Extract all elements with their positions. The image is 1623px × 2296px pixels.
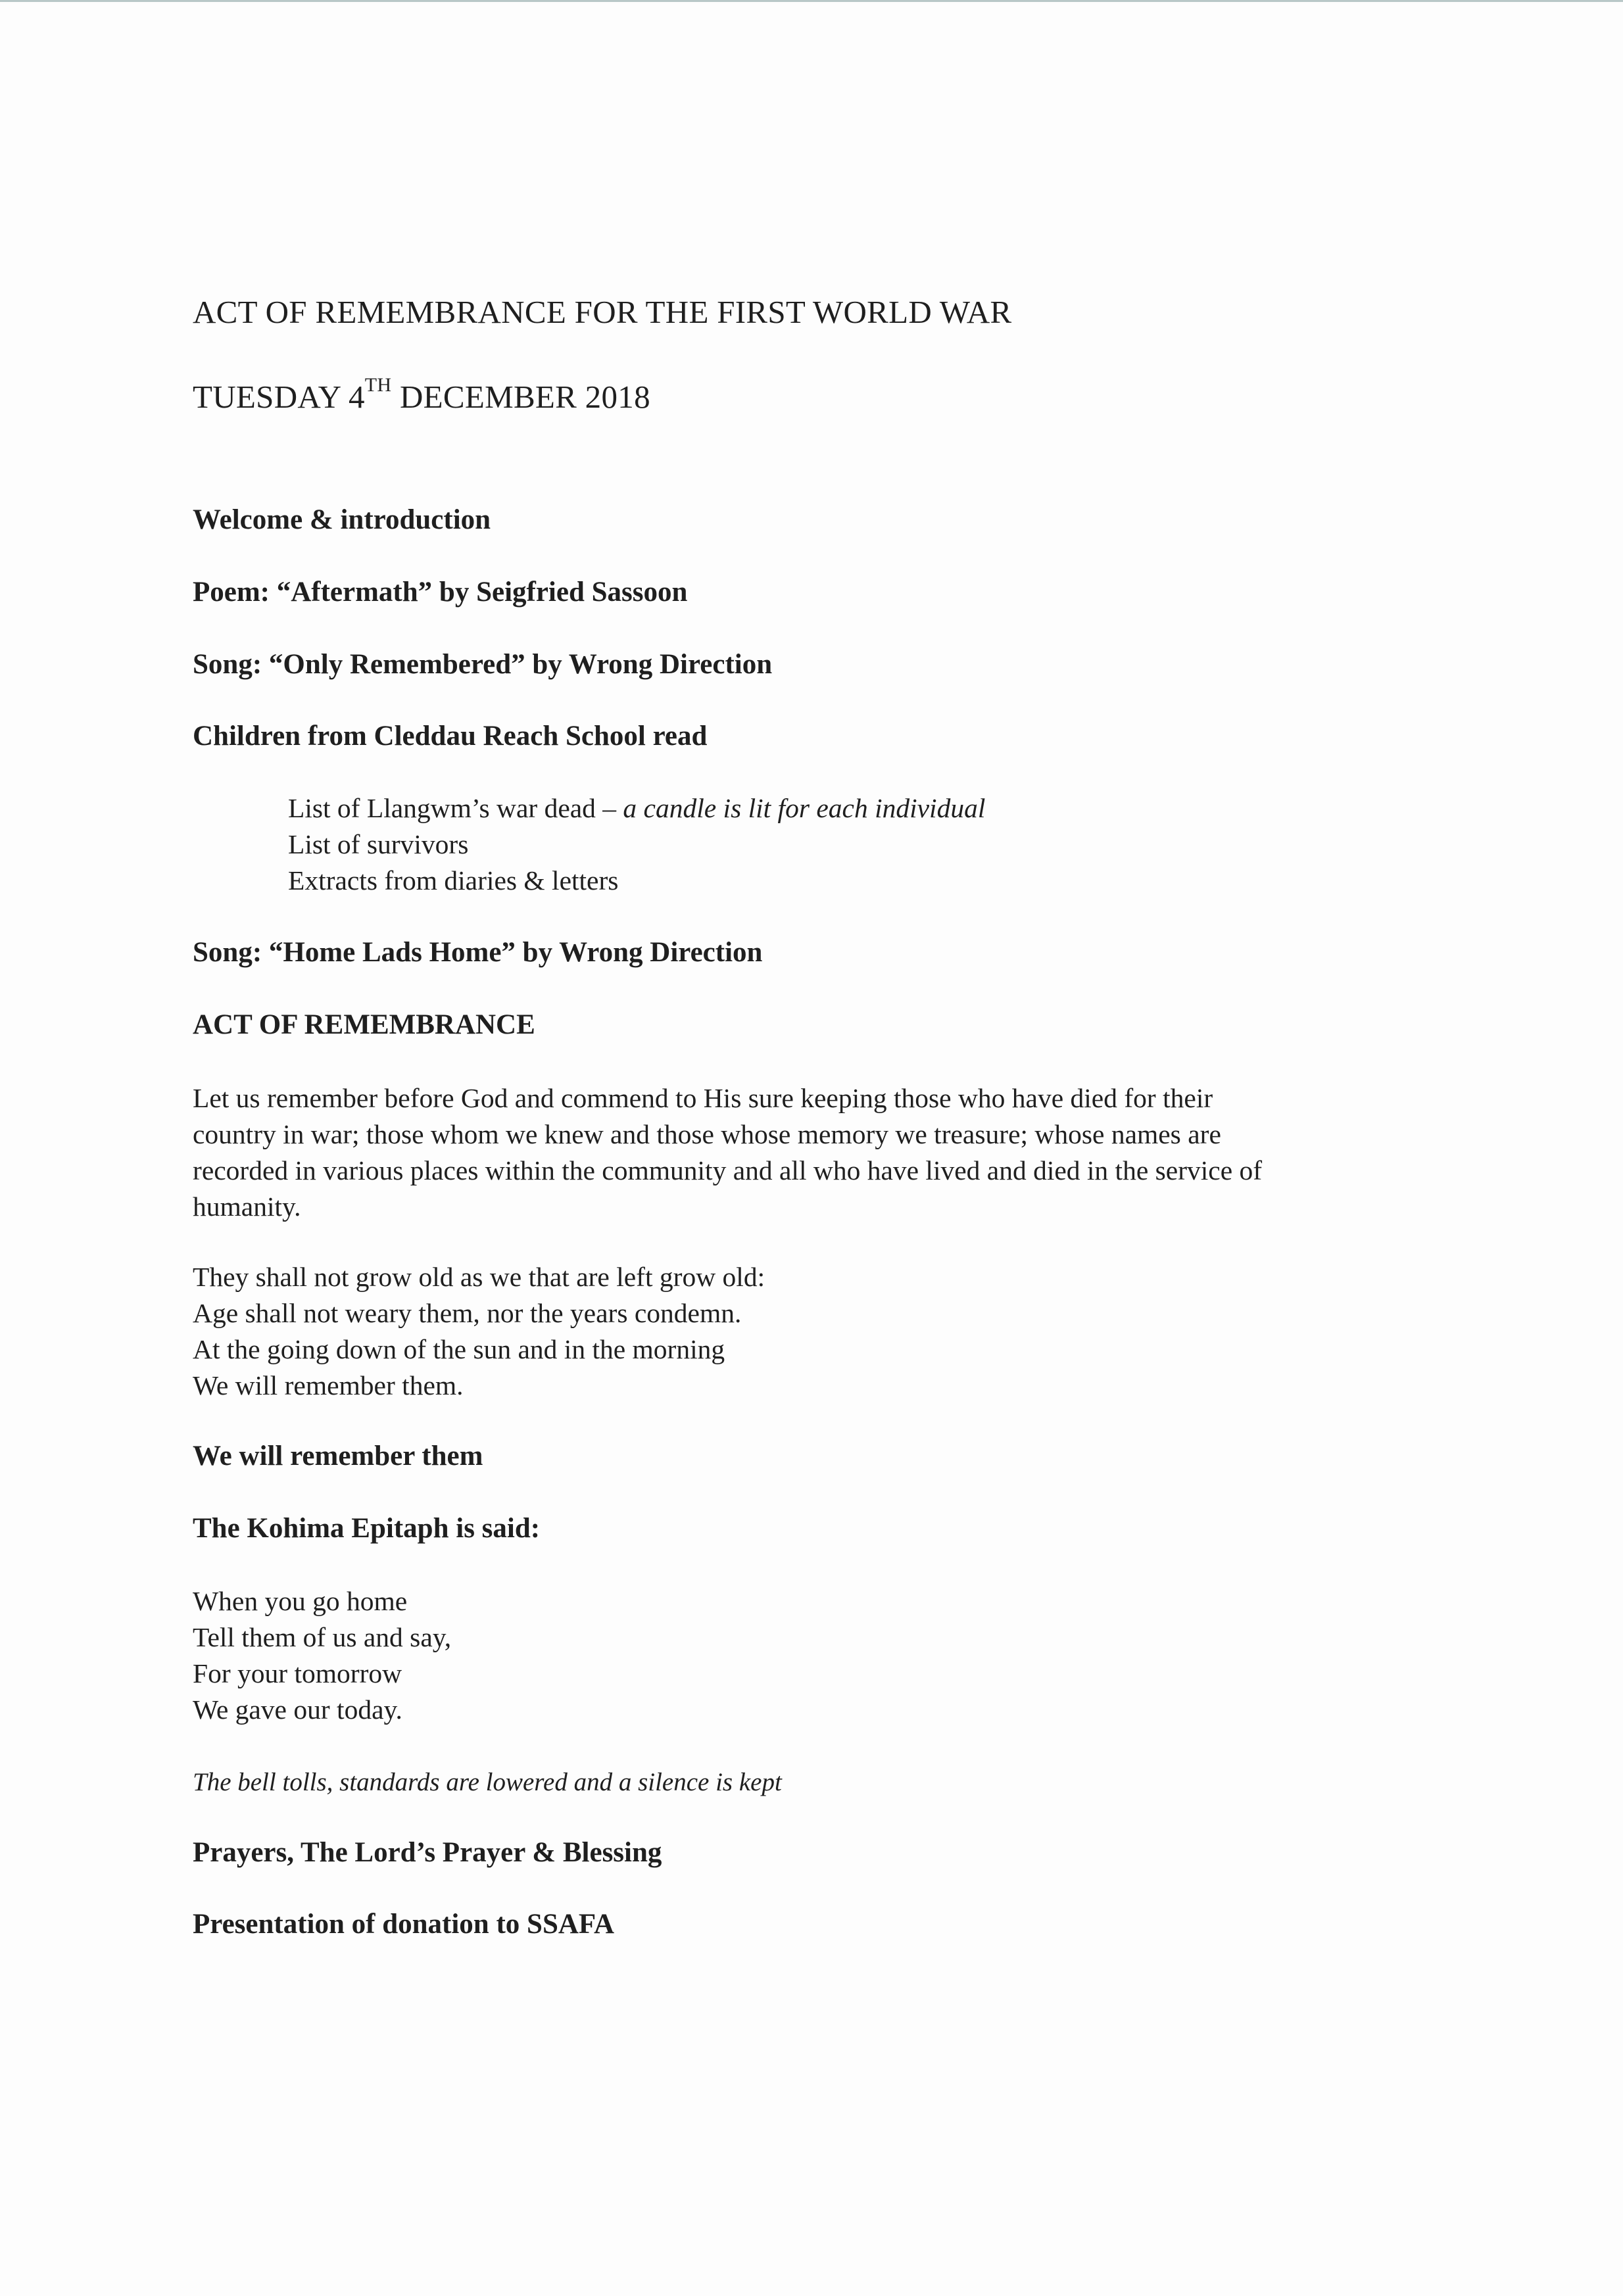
response-line: We will remember them <box>193 1441 483 1471</box>
ode-of-remembrance <box>193 1259 765 1404</box>
item-prayers: Prayers, The Lord’s Prayer & Blessing <box>193 1837 662 1868</box>
item-presentation: Presentation of donation to SSAFA <box>193 1909 615 1940</box>
item-welcome: Welcome & introduction <box>193 504 491 535</box>
paragraph-line: Let us remember before God and commend to His sure keeping those who have died for their <box>193 1083 1213 1113</box>
epitaph-line: For your tomorrow <box>193 1658 402 1688</box>
kohima-heading: The Kohima Epitaph is said: <box>193 1513 541 1544</box>
reading-extracts: Extracts from diaries & letters <box>288 865 619 896</box>
ode-line: Age shall not weary them, nor the years condemn. <box>193 1298 742 1328</box>
item-poem: Poem: “Aftermath” by Seigfried Sassoon <box>193 577 688 608</box>
ode-line: They shall not grow old as we that are left grow old: <box>193 1262 765 1292</box>
epitaph-line: Tell them of us and say, <box>193 1622 452 1652</box>
page-edge <box>0 0 1623 2</box>
kohima-epitaph <box>193 1583 451 1728</box>
epitaph-line: We gave our today. <box>193 1694 402 1725</box>
reading-survivors: List of survivors <box>288 829 469 859</box>
reading-war-dead: List of Llangwm’s war dead – a candle is lit for each individual <box>288 793 986 823</box>
item-song-home-lads-home: Song: “Home Lads Home” by Wrong Direction <box>193 937 763 968</box>
paragraph-line: recorded in various places within the community and all who have lived and died in the service of <box>193 1155 1263 1185</box>
document-title: ACT OF REMEMBRANCE FOR THE FIRST WORLD WAR <box>193 294 1012 330</box>
reading-list <box>288 790 985 899</box>
ode-line: At the going down of the sun and in the morning <box>193 1334 725 1364</box>
act-paragraph <box>193 1080 1262 1225</box>
item-song-only-remembered: Song: “Only Remembered” by Wrong Direction <box>193 649 773 680</box>
ode-line: We will remember them. <box>193 1370 464 1400</box>
item-children-reading: Children from Cleddau Reach School read <box>193 721 708 752</box>
act-heading: ACT OF REMEMBRANCE <box>193 1009 535 1040</box>
paragraph-line: country in war; those whom we knew and those whose memory we treasure; whose names are <box>193 1119 1221 1149</box>
silence-note: The bell tolls, standards are lowered and a silence is kept <box>193 1768 782 1796</box>
document-date: TUESDAY 4TH DECEMBER 2018 <box>193 374 650 415</box>
epitaph-line: When you go home <box>193 1586 408 1616</box>
paragraph-line: humanity. <box>193 1191 301 1222</box>
